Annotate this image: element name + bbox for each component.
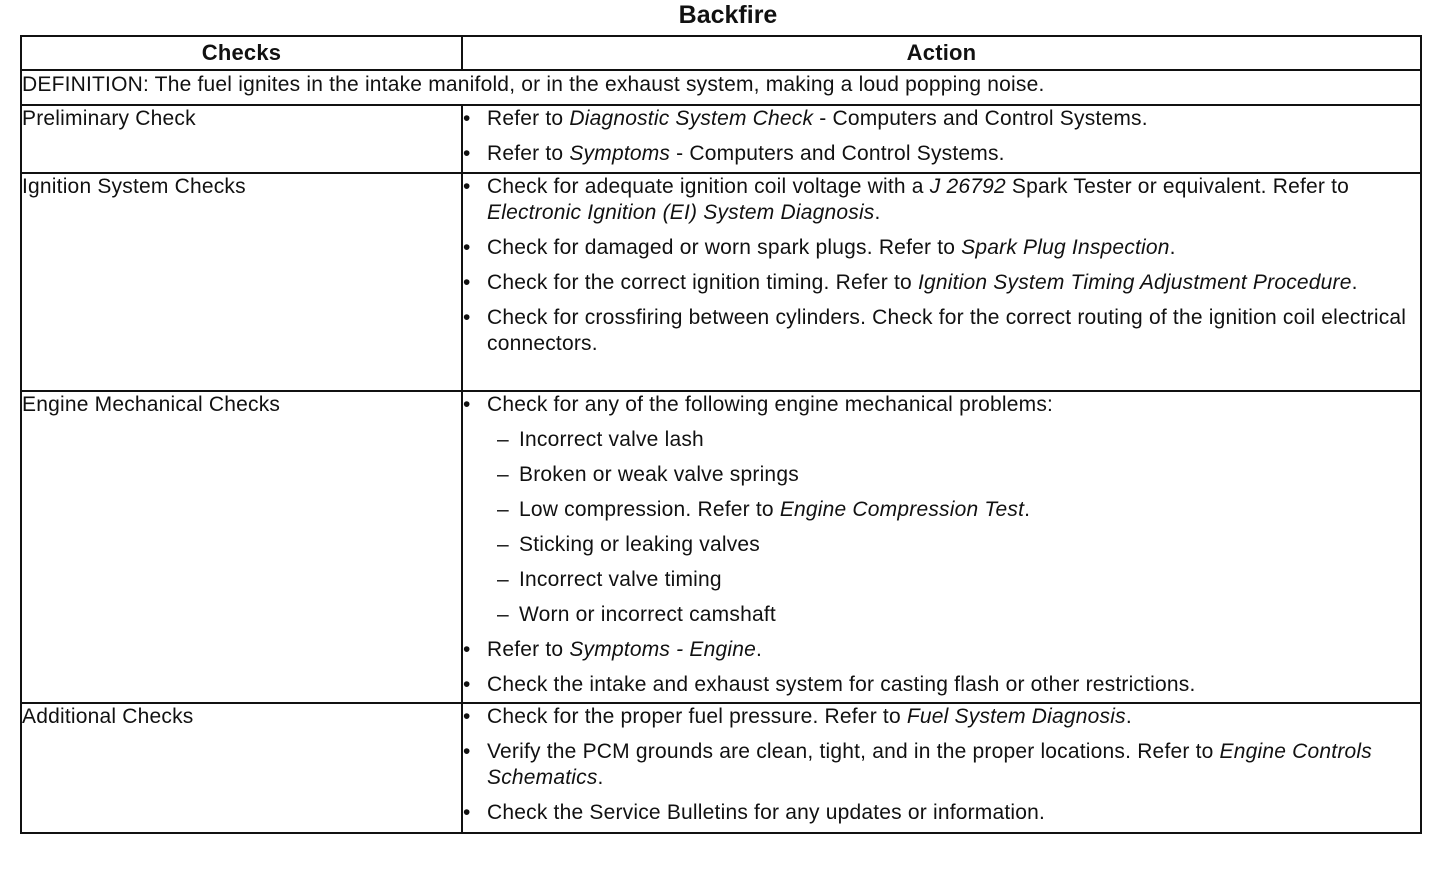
action-item: • Check for crossfiring between cylinders. Check for the correct routing of the ignition coil electrical connectors.	[463, 305, 1420, 357]
reference-link: Ignition System Timing Adjustment Procedure	[917, 271, 1352, 294]
reference-link: Fuel System Diagnosis	[906, 705, 1126, 728]
reference-link: Engine Compression Test	[779, 498, 1025, 521]
action-item: • Verify the PCM grounds are clean, tight, and in the proper locations. Refer to Engine Controls Schematics.	[463, 739, 1420, 791]
action-item: • Refer to Symptoms - Computers and Control Systems.	[463, 141, 1420, 167]
sub-item: – Broken or weak valve springs	[497, 463, 799, 486]
document-title: Backfire	[678, 1, 778, 29]
action-list	[463, 704, 1420, 826]
action-cell	[462, 703, 1421, 833]
action-item: • Check the Service Bulletins for any updates or information.	[463, 800, 1420, 826]
action-item: • Check for adequate ignition coil voltage with a J 26792 Spark Tester or equivalent. Refer to Electronic Ignition (EI) System Diagnosis.	[463, 174, 1420, 226]
action-item: • Check the intake and exhaust system for casting flash or other restrictions.	[463, 672, 1420, 698]
table-row-ignition	[21, 173, 1421, 391]
sub-list	[487, 427, 1420, 628]
check-label: Engine Mechanical Checks	[21, 391, 462, 703]
action-list	[463, 106, 1420, 167]
table-row-engine	[21, 391, 1421, 703]
header-action: Action	[462, 36, 1421, 70]
diagnosis-table	[20, 35, 1422, 834]
reference-link: Electronic Ignition (EI) System Diagnosis	[487, 201, 875, 224]
table-header-row	[21, 36, 1421, 70]
action-item: • Check for any of the following engine mechanical problems: – Incorrect valve lash – Broken or weak valve springs – Low compression. Refer to Engine Compression Test. – Sticking or leaking valves – Incorrect valve timing – Worn or incorrect camshaft	[463, 392, 1420, 628]
action-item: • Refer to Symptoms - Engine.	[463, 637, 1420, 663]
action-cell	[462, 173, 1421, 391]
reference-link: Diagnostic System Check	[569, 107, 814, 130]
action-cell	[462, 105, 1421, 173]
action-item: • Refer to Diagnostic System Check - Computers and Control Systems.	[463, 106, 1420, 132]
definition-text: DEFINITION: The fuel ignites in the intake manifold, or in the exhaust system, making a loud popping noise.	[21, 70, 1421, 105]
reference-text: J 26792	[929, 175, 1006, 198]
action-item: • Check for the proper fuel pressure. Refer to Fuel System Diagnosis.	[463, 704, 1420, 730]
action-item: • Check for damaged or worn spark plugs. Refer to Spark Plug Inspection.	[463, 235, 1420, 261]
sub-item: – Low compression. Refer to Engine Compression Test.	[497, 498, 1031, 521]
sub-item: – Sticking or leaking valves	[497, 533, 760, 556]
action-list	[463, 392, 1420, 698]
table-row-preliminary	[21, 105, 1421, 173]
check-label: Ignition System Checks	[21, 173, 462, 391]
reference-link: Symptoms	[569, 142, 671, 165]
action-item: • Check for the correct ignition timing. Refer to Ignition System Timing Adjustment Procedure.	[463, 270, 1420, 296]
reference-link: Engine Controls Schematics	[487, 740, 1372, 789]
check-label: Additional Checks	[21, 703, 462, 833]
sub-item: – Worn or incorrect camshaft	[497, 603, 776, 626]
action-list	[463, 174, 1420, 357]
definition-row	[21, 70, 1421, 105]
reference-link: Symptoms - Engine	[569, 638, 756, 661]
table-row-additional	[21, 703, 1421, 833]
header-checks: Checks	[21, 36, 462, 70]
reference-link: Spark Plug Inspection	[961, 236, 1170, 259]
check-label: Preliminary Check	[21, 105, 462, 173]
action-cell	[462, 391, 1421, 703]
sub-item: – Incorrect valve lash	[497, 428, 704, 451]
sub-item: – Incorrect valve timing	[497, 568, 722, 591]
